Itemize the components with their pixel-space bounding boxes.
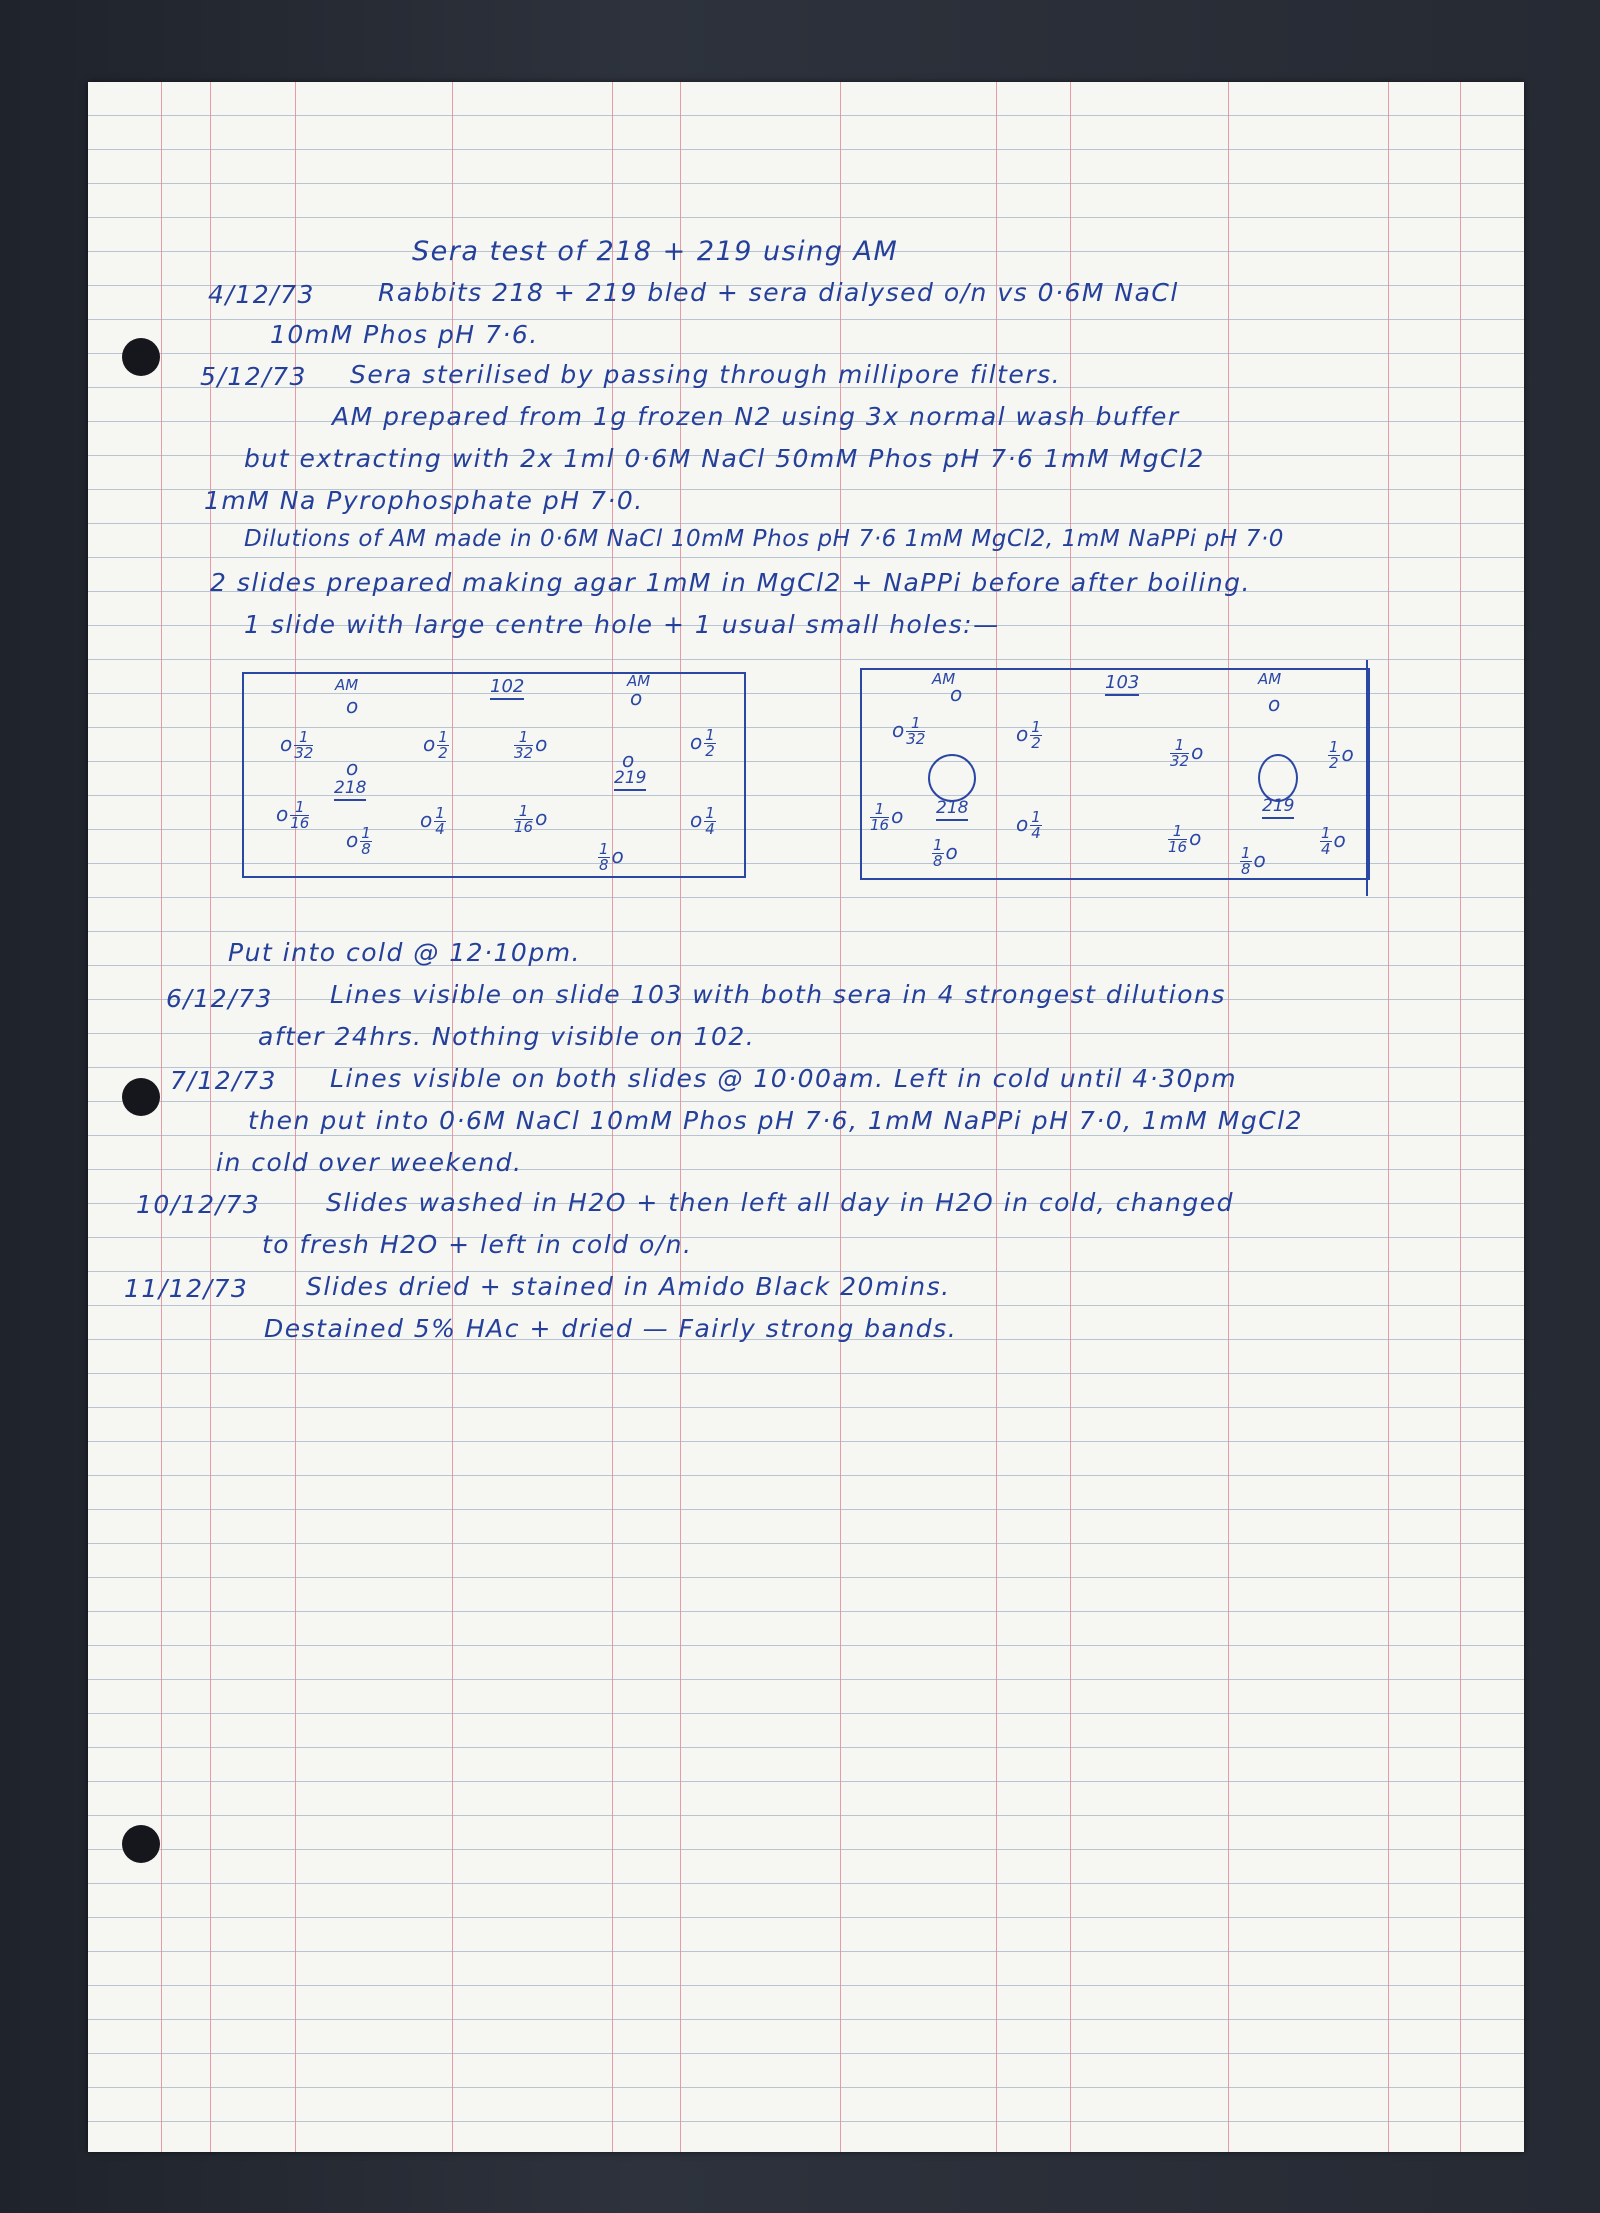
am-well-label: AM	[1258, 670, 1282, 688]
dilution-well: o $\frac{1}{8}$	[346, 824, 371, 858]
dilution-well: o $\frac{1}{16}$	[276, 798, 310, 832]
dilution-well: o $\frac{1}{32}$	[892, 714, 926, 748]
page-title: Sera test of 218 + 219 using AM	[412, 236, 899, 267]
serum-label: 219	[614, 768, 646, 791]
entry-date: 6/12/73	[166, 984, 273, 1013]
entry-text: Lines visible on slide 103 with both sera in 4 strongest dilutions	[330, 980, 1226, 1009]
entry-text: then put into 0·6M NaCl 10mM Phos pH 7·6, 1mM NaPPi pH 7·0, 1mM MgCl2	[248, 1106, 1304, 1135]
entry-text: to fresh H2O + left in cold o/n.	[262, 1230, 693, 1259]
dilution-well: o $\frac{1}{2}$	[1016, 718, 1041, 752]
margin-rule	[210, 82, 211, 2152]
dilution-well: $\frac{1}{16}$ o	[870, 800, 904, 834]
dilution-well: $\frac{1}{8}$ o	[1241, 844, 1266, 878]
slide-label: 102	[490, 676, 524, 700]
entry-text: Lines visible on both slides @ 10·00am. Left in cold until 4·30pm	[330, 1064, 1238, 1093]
entry-text: 1 slide with large centre hole + 1 usual small holes:—	[244, 610, 1000, 639]
dilution-well: $\frac{1}{8}$ o	[599, 840, 624, 874]
entry-text: Destained 5% HAc + dried — Fairly strong bands.	[264, 1314, 958, 1343]
entry-text: Rabbits 218 + 219 bled + sera dialysed o/n vs 0·6M NaCl	[378, 278, 1179, 307]
dilution-well: o $\frac{1}{4}$	[420, 804, 445, 838]
dilution-well: o $\frac{1}{2}$	[690, 726, 715, 760]
am-well: o	[950, 682, 963, 706]
dilution-well: $\frac{1}{16}$ o	[1168, 822, 1202, 856]
am-well: o	[630, 686, 643, 710]
entry-date: 7/12/73	[170, 1066, 277, 1095]
punch-hole	[122, 338, 160, 376]
dilution-well: o $\frac{1}{4}$	[1016, 808, 1041, 842]
entry-text: Sera sterilised by passing through millipore filters.	[350, 360, 1062, 389]
entry-text: but extracting with 2x 1ml 0·6M NaCl 50mM Phos pH 7·6 1mM MgCl2	[244, 444, 1205, 473]
dilution-well: $\frac{1}{32}$ o	[1170, 736, 1204, 770]
dilution-well: $\frac{1}{2}$ o	[1329, 738, 1354, 772]
large-centre-well	[928, 754, 976, 802]
entry-text: 1mM Na Pyrophosphate pH 7·0.	[204, 486, 644, 515]
entry-text: AM prepared from 1g frozen N2 using 3x normal wash buffer	[332, 402, 1180, 431]
entry-text: Slides dried + stained in Amido Black 20mins.	[306, 1272, 951, 1301]
am-well-label: AM	[627, 672, 651, 690]
dilution-well: o $\frac{1}{32}$	[280, 728, 314, 762]
entry-text: Put into cold @ 12·10pm.	[228, 938, 581, 967]
dilution-well: o $\frac{1}{4}$	[690, 804, 715, 838]
margin-rule	[161, 82, 162, 2152]
serum-label: 218	[334, 778, 366, 801]
entry-text: Dilutions of AM made in 0·6M NaCl 10mM Phos pH 7·6 1mM MgCl2, 1mM NaPPi pH 7·0	[244, 526, 1285, 552]
serum-label: 218	[936, 798, 968, 821]
slide-edge	[1366, 660, 1368, 896]
serum-well: o	[622, 748, 635, 772]
serum-label: 219	[1262, 796, 1294, 819]
large-centre-well	[1258, 754, 1298, 802]
entry-text: Slides washed in H2O + then left all day in H2O in cold, changed	[326, 1188, 1234, 1217]
column-rule	[1388, 82, 1389, 2152]
am-well: o	[346, 694, 359, 718]
agar-slide-102	[242, 672, 746, 878]
dilution-well: o $\frac{1}{2}$	[423, 728, 448, 762]
dilution-well: $\frac{1}{16}$ o	[514, 802, 548, 836]
serum-well: o	[346, 756, 359, 780]
am-well-label: AM	[932, 670, 956, 688]
am-well-label: AM	[335, 676, 359, 694]
punch-hole	[122, 1078, 160, 1116]
entry-date: 10/12/73	[136, 1190, 261, 1219]
dilution-well: $\frac{1}{4}$ o	[1321, 824, 1346, 858]
entry-text: 10mM Phos pH 7·6.	[270, 320, 539, 349]
dilution-well: $\frac{1}{32}$ o	[514, 728, 548, 762]
entry-date: 5/12/73	[200, 362, 307, 391]
column-rule	[1460, 82, 1461, 2152]
entry-text: after 24hrs. Nothing visible on 102.	[258, 1022, 756, 1051]
slide-label: 103	[1105, 672, 1139, 696]
entry-date: 4/12/73	[208, 280, 315, 309]
entry-text: 2 slides prepared making agar 1mM in MgCl2 + NaPPi before after boiling.	[210, 568, 1251, 597]
dilution-well: $\frac{1}{8}$ o	[933, 836, 958, 870]
entry-date: 11/12/73	[124, 1274, 249, 1303]
entry-text: in cold over weekend.	[216, 1148, 523, 1177]
punch-hole	[122, 1825, 160, 1863]
am-well: o	[1268, 692, 1281, 716]
